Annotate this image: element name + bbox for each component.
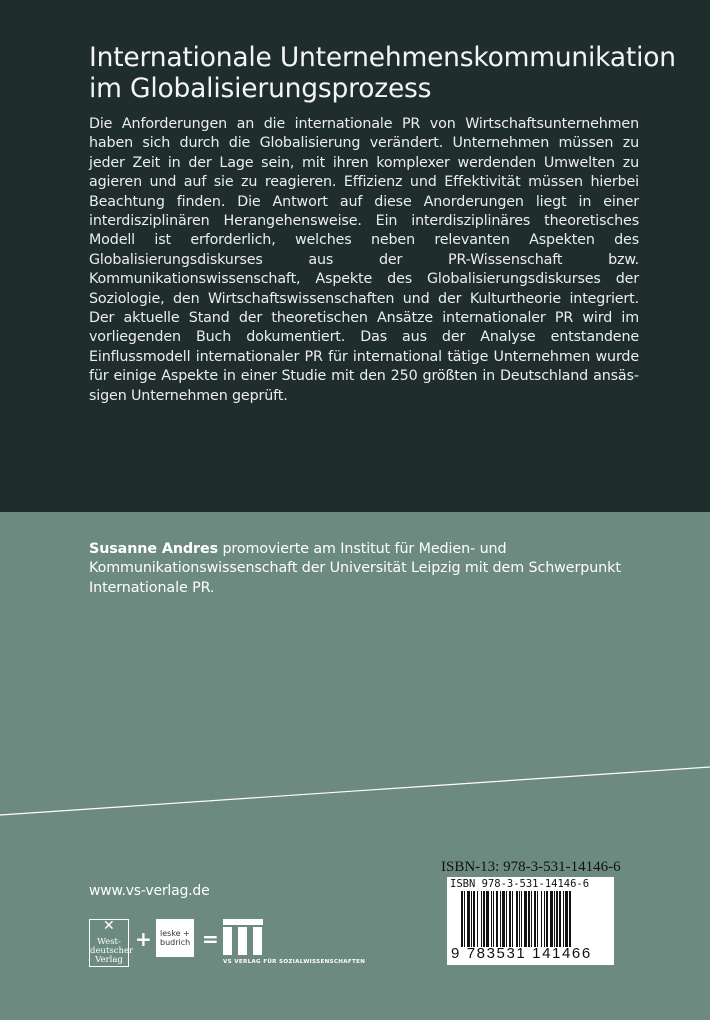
title-line-1: Internationale Unternehmenskommunikation bbox=[89, 42, 676, 73]
barcode-bar bbox=[481, 891, 482, 947]
author-bio bbox=[89, 540, 629, 598]
publisher-logos bbox=[89, 915, 379, 970]
vs-logo-bar bbox=[253, 927, 262, 955]
barcode-ean-number: 9 783531 141466 bbox=[451, 945, 592, 962]
barcode-bar bbox=[493, 891, 494, 947]
barcode-bar bbox=[512, 891, 513, 947]
vs-logo-bar bbox=[238, 927, 247, 955]
vs-verlag-logo bbox=[223, 917, 383, 969]
barcode-bar bbox=[471, 891, 472, 947]
barcode-bar bbox=[541, 891, 542, 947]
equals-sign: = bbox=[202, 927, 219, 951]
plus-sign: + bbox=[135, 927, 152, 951]
barcode-bar bbox=[464, 891, 465, 947]
barcode-bar bbox=[554, 891, 555, 947]
westdeutscher-verlag-logo bbox=[89, 918, 134, 967]
barcode bbox=[447, 877, 614, 965]
barcode-bar bbox=[550, 891, 553, 947]
barcode-bar bbox=[467, 891, 470, 947]
barcode-bar bbox=[565, 891, 568, 947]
barcode-bar bbox=[546, 891, 548, 947]
barcode-bar bbox=[496, 891, 498, 947]
barcode-bar bbox=[477, 891, 478, 947]
barcode-bar bbox=[531, 891, 532, 947]
barcode-bar bbox=[544, 891, 545, 947]
barcode-bar bbox=[528, 891, 530, 947]
vs-logo-bar bbox=[223, 927, 232, 955]
barcode-bar bbox=[569, 891, 571, 947]
barcode-isbn-text: ISBN 978-3-531-14146-6 bbox=[450, 878, 590, 890]
barcode-bars bbox=[461, 891, 609, 947]
barcode-bar bbox=[506, 891, 507, 947]
barcode-bar bbox=[491, 891, 492, 947]
author-bio-text: promovierte am Institut für Medien- und Kommunikationswissenschaft der Universität Leipzig mit dem Schwerpunkt Internationale PR. bbox=[89, 541, 621, 596]
publisher-url[interactable]: www.vs-verlag.de bbox=[89, 883, 210, 899]
author-name: Susanne Andres bbox=[89, 541, 218, 557]
lb-text-a: leske + bbox=[160, 929, 190, 938]
barcode-bar bbox=[486, 891, 489, 947]
wdv-text-c: Verlag bbox=[95, 955, 123, 965]
barcode-bar bbox=[509, 891, 511, 947]
barcode-bar bbox=[516, 891, 518, 947]
barcode-bar bbox=[519, 891, 520, 947]
lb-text-b: budrich bbox=[160, 938, 191, 947]
barcode-bar bbox=[556, 891, 558, 947]
barcode-bar bbox=[473, 891, 475, 947]
isbn-label: ISBN-13: 978-3-531-14146-6 bbox=[441, 859, 621, 875]
barcode-bar bbox=[521, 891, 522, 947]
wdv-text-b: deutscher bbox=[90, 946, 134, 956]
barcode-bar bbox=[563, 891, 564, 947]
barcode-bar bbox=[461, 891, 463, 947]
barcode-bar bbox=[534, 891, 536, 947]
vs-logo-text: VS VERLAG FÜR SOZIALWISSENSCHAFTEN bbox=[223, 959, 366, 965]
book-title bbox=[89, 42, 689, 104]
vs-logo-cap bbox=[223, 919, 263, 925]
book-blurb: Die Anforderungen an die internationale PR von Wirtschaftsunternehmen haben sich durch die Globalisierung verändert. Unternehmen müssen zu jeder Zeit in der Lage sein, mit ihren komplexer werdenden Umwelten zu agieren und auf sie zu reagieren. Effizienz und Effektivität müssen hierbei Beachtung finden. Die Antwort auf diese Anorderungen liegt in einer interdisziplinären Herangehensweise. Ein interdisziplinäres theoretisches Modell ist erforderlich, welches neben relevanten Aspekten des Globalisierungsdiskurses aus der PR-Wissenschaft bzw. Kommunikationswissenschaft, Aspekte des Globalisierungsdiskurses der Soziologie, den Wirtschaftswissenschaften und der Kulturtheorie integriert. Der aktuelle Stand der theoretischen Ansätze internationaler PR wird im vorliegenden Buch dokumentiert. Das aus der Analyse entstandene Einflussmodell internationaler PR für international tätige Unternehmen wurde für einige Aspekte in einer Studie mit den 250 größten in Deutschland ansässigen Unternehmen geprüft. bbox=[89, 116, 639, 404]
barcode-bar bbox=[559, 891, 561, 947]
wdv-emblem-icon: ✕ bbox=[103, 918, 115, 934]
barcode-bar bbox=[502, 891, 505, 947]
barcode-bar bbox=[500, 891, 501, 947]
leske-budrich-logo bbox=[156, 919, 194, 957]
barcode-bar bbox=[524, 891, 527, 947]
diagonal-line bbox=[0, 762, 710, 822]
barcode-bar bbox=[537, 891, 538, 947]
barcode-bar bbox=[483, 891, 485, 947]
wdv-text-a: West- bbox=[97, 937, 121, 947]
title-line-2: im Globalisierungsprozess bbox=[89, 73, 432, 104]
